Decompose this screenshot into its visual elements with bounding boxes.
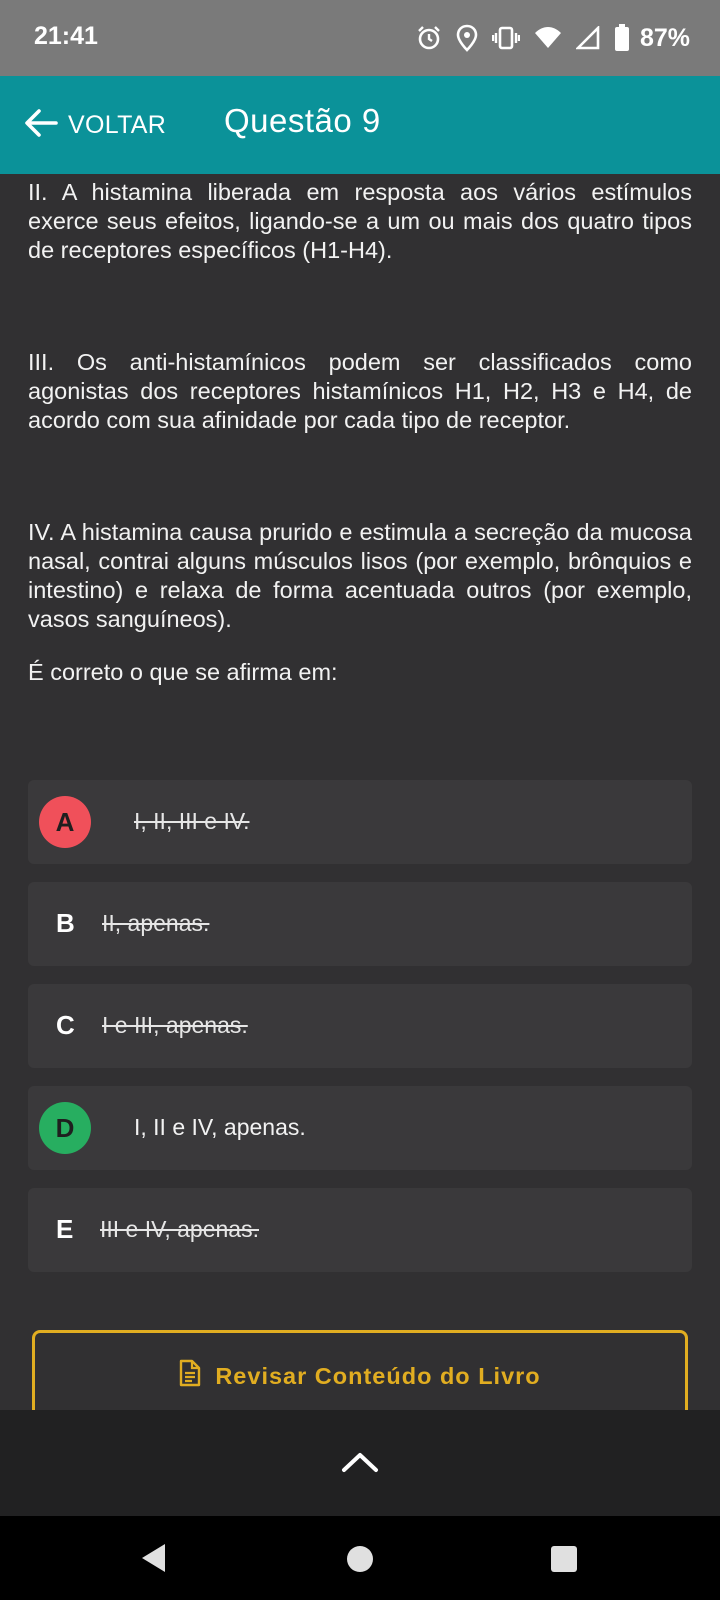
option-c-letter: C [56,1010,75,1040]
option-e[interactable] [28,1188,692,1272]
app-bar [0,76,720,174]
question-prompt: É correto o que se afirma em: [28,659,338,685]
option-c-text: I e III, apenas. [102,1012,248,1038]
review-book-button[interactable] [32,1330,688,1422]
option-e-letter: E [56,1214,74,1244]
option-c[interactable] [28,984,692,1068]
nav-recents-icon[interactable] [550,1545,578,1578]
option-b-letter: B [56,908,75,938]
option-d-badge: D [39,1102,91,1154]
statement-iii: III. Os anti-histamínicos podem ser classificados como agonistas dos receptores histamínicos H1, H2, H3 e H4, de acordo com sua afinidade por cada tipo de receptor. [28,349,692,433]
statement-ii: II. A histamina liberada em resposta aos vários estímulos exerce seus efeitos, ligando-se a um ou mais dos quatro tipos de receptores específicos (H1-H4). [28,179,692,263]
option-b[interactable] [28,882,692,966]
alarm-icon [416,25,442,51]
back-button[interactable] [24,104,166,146]
status-time: 21:41 [34,22,98,50]
arrow-left-icon [24,108,58,143]
document-icon [179,1359,201,1393]
chevron-up-icon[interactable] [340,1450,380,1479]
wifi-icon [534,26,562,50]
option-a[interactable] [28,780,692,864]
bottom-sheet [0,1410,720,1516]
option-a-text: I, II, III e IV. [134,808,250,834]
option-e-text: III e IV, apenas. [100,1216,259,1242]
nav-back-icon[interactable] [139,1542,167,1579]
nav-home-icon[interactable] [346,1545,374,1578]
option-b-text: II, apenas. [102,910,210,936]
battery-percent: 87% [639,23,690,52]
system-nav-bar [0,1516,720,1600]
status-bar [0,0,720,76]
back-label: VOLTAR [68,110,167,139]
option-d[interactable] [28,1086,692,1170]
option-d-text: I, II e IV, apenas. [134,1114,306,1140]
signal-icon [576,26,600,50]
vibrate-icon [492,26,520,50]
option-a-badge: A [39,796,91,848]
status-icons [416,20,690,56]
page-title: Questão 9 [224,102,381,139]
location-icon [456,24,478,52]
review-book-button-content [35,1359,685,1393]
statement-iv: IV. A histamina causa prurido e estimula a secreção da mucosa nasal, contrai alguns músculos lisos (por exemplo, brônquios e intestino) e relaxa de forma acentuada outros (por exemplo, vasos sanguíneos). [28,519,692,632]
review-book-label: Revisar Conteúdo do Livro [215,1362,541,1389]
battery-icon [614,24,630,52]
